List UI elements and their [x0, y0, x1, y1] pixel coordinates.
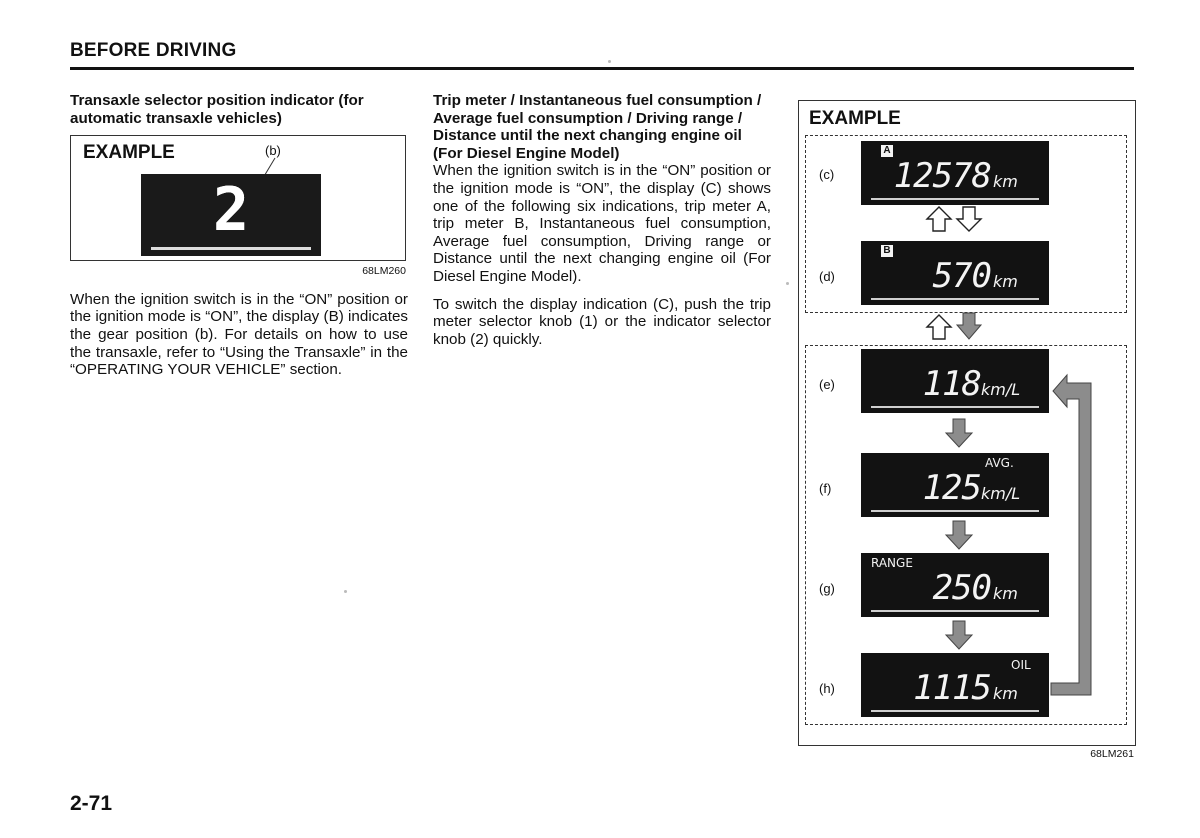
gear-display-bar: [151, 247, 311, 250]
row-label-f: (f): [819, 481, 832, 496]
gear-digit: 2: [212, 175, 250, 246]
scan-speck: [786, 282, 789, 285]
oil-tag: OIL: [1011, 658, 1031, 672]
gear-indicator-figure: [70, 135, 406, 261]
instant-fuel-value: 118: [922, 364, 981, 404]
oil-distance-value: 1115: [913, 668, 991, 708]
trip-b-tag: B: [881, 245, 893, 257]
paragraph-transaxle: When the ignition switch is in the “ON” position or the ignition mode is “ON”, the display (B) indicates the gear position (b). For details on how to use the transaxle, refer to “Using the Transaxle” in the “OPERATING YOUR VEHICLE” section.: [70, 290, 408, 379]
gray-down-arrow-icon: [946, 521, 972, 549]
trip-a-tag: A: [881, 145, 893, 157]
page-header: BEFORE DRIVING: [70, 40, 237, 61]
gray-down-arrow-icon: [957, 313, 981, 339]
row-label-c: (c): [819, 167, 835, 182]
header-rule: [70, 67, 1134, 70]
outline-down-arrow-icon: [957, 207, 981, 231]
section-heading-trip-meter: Trip meter / Instantaneous fuel consumption / Average fuel consumption / Driving range / Distance until the next changing engine oil (For Diesel Engine Model): [433, 92, 762, 162]
trip-b-unit: km: [993, 272, 1018, 291]
oil-distance-unit: km: [993, 684, 1018, 703]
callout-b: (b): [265, 143, 281, 159]
avg-tag: AVG.: [985, 456, 1014, 470]
scan-speck: [344, 590, 347, 593]
row-label-g: (g): [819, 581, 835, 596]
row-label-h: (h): [819, 681, 835, 696]
driving-range-unit: km: [993, 584, 1018, 603]
gear-display: [141, 174, 321, 256]
trip-a-unit: km: [993, 172, 1018, 191]
row-label-d: (d): [819, 269, 835, 284]
driving-range-value: 250: [932, 568, 991, 608]
trip-b-value: 570: [932, 256, 991, 296]
paragraph-trip-meter-1: When the ignition switch is in the “ON” position or the ignition mode is “ON”, the display (C) shows one of the following six indications, trip meter A, trip meter B, Instantaneous fuel consumption, Average fuel consumption, Driving range or Distance until the next changing engine oil (For Diesel Engine Model).: [433, 162, 771, 285]
return-loop-arrow-icon: [1051, 375, 1091, 695]
row-label-e: (e): [819, 377, 835, 392]
trip-a-value: 12578: [893, 156, 991, 196]
section-heading-transaxle: Transaxle selector position indicator (for automatic transaxle vehicles): [70, 92, 364, 127]
paragraph-trip-meter-2: To switch the display indication (C), push the trip meter selector knob (1) or the indicator selector knob (2) quickly.: [433, 295, 771, 348]
scan-speck: [608, 60, 611, 63]
range-tag: RANGE: [871, 556, 913, 570]
outline-up-arrow-icon: [927, 315, 951, 339]
gray-down-arrow-icon: [946, 419, 972, 447]
example-label-2: EXAMPLE: [809, 108, 901, 129]
instant-fuel-unit: km/L: [981, 380, 1021, 399]
average-fuel-value: 125: [922, 468, 981, 508]
page-number: 2-71: [70, 792, 113, 815]
figure-code-1: 68LM260: [362, 265, 406, 278]
gray-down-arrow-icon: [946, 621, 972, 649]
display-cycle-figure: [798, 100, 1136, 746]
column-middle: [433, 92, 771, 348]
average-fuel-unit: km/L: [981, 484, 1021, 503]
figure-code-2: 68LM261: [1090, 748, 1134, 760]
column-left: [70, 92, 408, 379]
outline-up-arrow-icon: [927, 207, 951, 231]
flow-arrows: [799, 101, 1135, 745]
example-label: EXAMPLE: [83, 142, 175, 164]
